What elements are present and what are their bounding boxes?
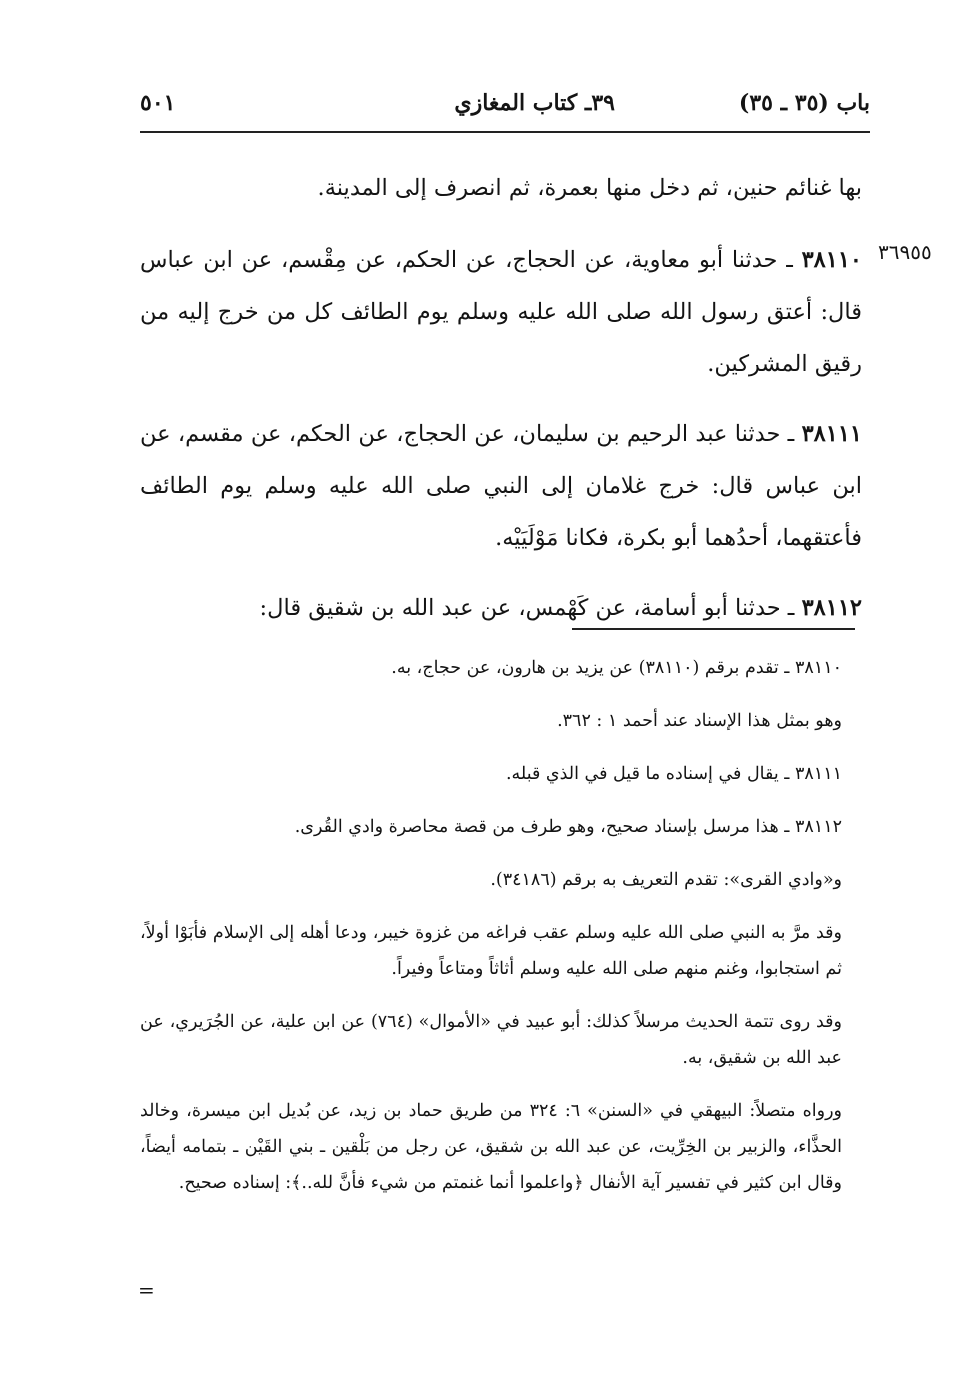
footnote: وقد مرَّ به النبي صلى الله عليه وسلم عقب فراغه من غزوة خيبر، ودعا أهله إلى الإسلام فأبَوْا أولاً، ثم استجابوا، وغنم منهم صلى الله عليه وسلم أثاثاً ومتاعاً وفيراً.	[140, 923, 842, 979]
header-rule	[140, 131, 870, 133]
hadith-paragraph	[140, 234, 862, 390]
footnote: وهو بمثل هذا الإسناد عند أحمد ١ : ٣٦٢.	[557, 711, 842, 731]
footnotes	[140, 650, 842, 1218]
hadith-text: ـ حدثنا أبو معاوية، عن الحجاج، عن الحكم، عن مِقْسم، عن ابن عباس قال: أعتق رسول الله صلى الله عليه وسلم يوم الطائف كل من خرج إليه من رقيق المشركين.	[140, 247, 862, 377]
hadith-number: ٣٨١١٢	[801, 595, 862, 621]
hadith-number: ٣٨١١١	[801, 421, 863, 447]
main-text	[140, 162, 862, 652]
footnote: ٣٨١١٢ ـ هذا مرسل بإسناد صحيح، وهو طرف من قصة محاصرة وادي القُرى.	[294, 817, 842, 837]
book-title: ٣٩ـ كتاب المغازي	[454, 90, 615, 116]
footnote-continuation-mark: =	[138, 1278, 155, 1302]
footnote: ٣٨١١١ ـ يقال في إسناده ما قيل في الذي قبله.	[505, 764, 842, 784]
footnote: وقد روى تتمة الحديث مرسلاً كذلك: أبو عبيد في «الأموال» (٧٦٤) عن ابن علية، عن الجُرَيري، عن عبد الله بن شقيق، به.	[140, 1012, 842, 1068]
footnote: ٣٨١١٠ ـ تقدم برقم (٣٨١١٠) عن يزيد بن هارون، عن حجاج، به.	[391, 658, 842, 678]
running-header	[140, 86, 870, 126]
hadith-text: ـ حدثنا عبد الرحيم بن سليمان، عن الحجاج، عن الحكم، عن مقسم، عن ابن عباس قال: خرج غلامان إلى النبي صلى الله عليه وسلم يوم الطائف فأعتقهما، أحدُهما أبو بكرة، فكانا مَوْلَيَيْه.	[140, 421, 862, 551]
hadith-number: ٣٨١١٠	[801, 247, 863, 273]
page-number: ٥٠١	[140, 90, 176, 116]
hadith-text: ـ حدثنا أبو أسامة، عن كَهْمس، عن عبد الله بن شقيق قال:	[259, 595, 795, 621]
hadith-paragraph	[140, 582, 862, 634]
chapter-heading: باب (٣٥ ـ ٣٥)	[738, 90, 870, 116]
footnote: و«وادي القرى»: تقدم التعريف به برقم (٣٤١٨٦).	[490, 870, 842, 890]
continued-paragraph: بها غنائم حنين، ثم دخل منها بعمرة، ثم انصرف إلى المدينة.	[317, 175, 862, 201]
footnote-separator	[572, 628, 855, 630]
footnote: ورواه متصلاً: البيهقي في «السنن» ٦: ٣٢٤ من طريق حماد بن زيد، عن بُديل ابن ميسرة، وخالد الحذَّاء، والزبير بن الخِرِّيت، عن عبد الله بن شقيق، عن رجل من بَلْقين ـ بني القَيْن ـ بتمامه أيضاً، وقال ابن كثير في تفسير آية الأنفال ﴿واعلموا أنما غنمتم من شيء فأنَّ لله..﴾: إسناده صحيح.	[140, 1101, 842, 1193]
margin-reference-number: ٣٦٩٥٥	[878, 240, 932, 264]
hadith-paragraph	[140, 408, 862, 564]
